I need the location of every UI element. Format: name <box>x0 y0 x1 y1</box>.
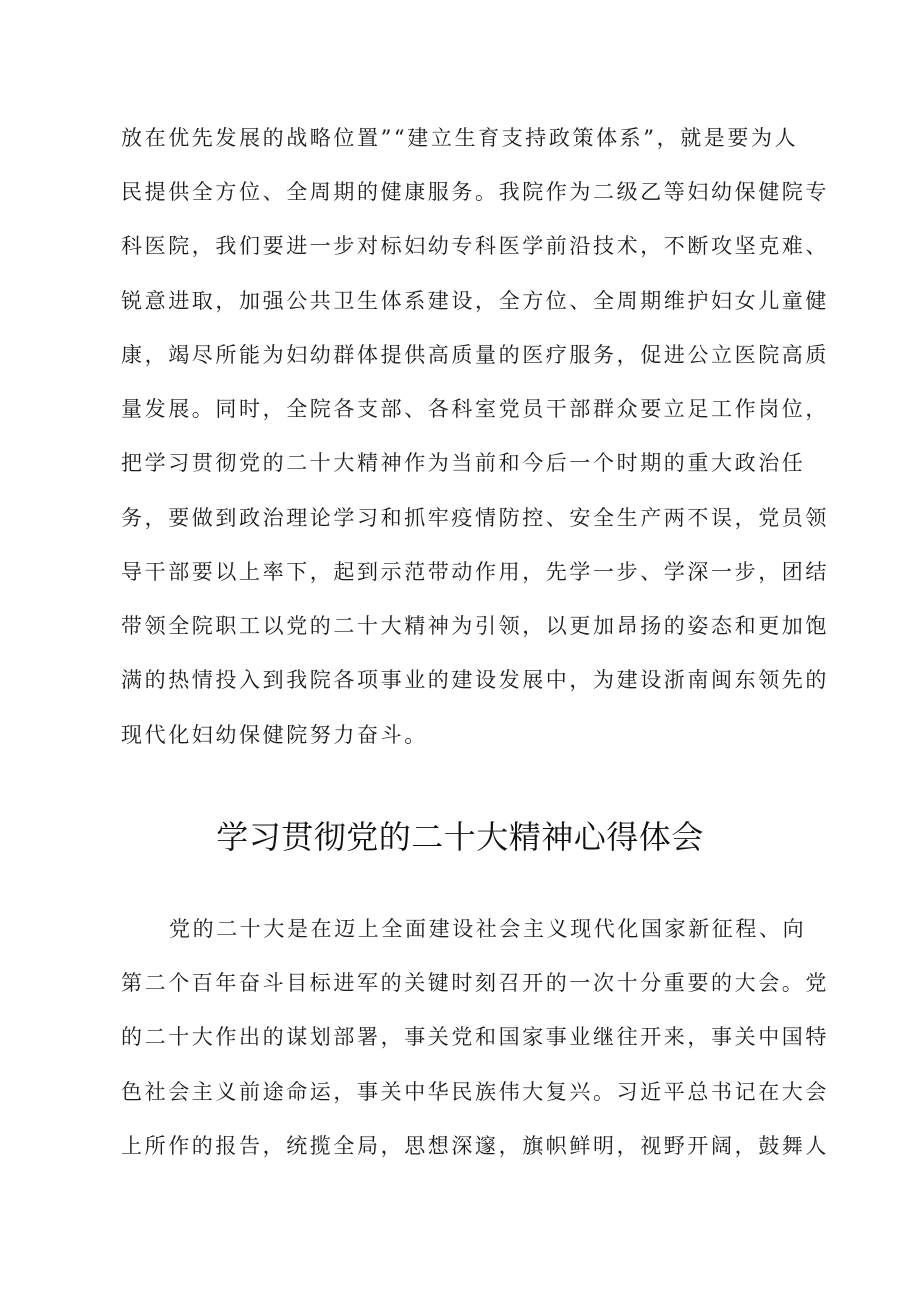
paragraph-line: 把学习贯彻党的二十大精神作为当前和今后一个时期的重大政治任 <box>121 451 806 475</box>
paragraph-line: 导干部要以上率下，起到示范带动作用，先学一步、学深一步，团结 <box>121 560 829 584</box>
paragraph-line: 上所作的报告，统揽全局，思想深邃，旗帜鲜明，视野开阔，鼓舞人 <box>121 1134 829 1158</box>
article-title: 学习贯彻党的二十大精神心得体会 <box>216 818 704 856</box>
paragraph-line: 放在优先发展的战略位置”“建立生育支持政策体系”，就是要为人 <box>121 126 799 150</box>
paragraph-line: 务，要做到政治理论学习和抓牢疫情防控、安全生产两不误，党员领 <box>121 506 829 530</box>
paragraph-line: 的二十大作出的谋划部署，事关党和国家事业继往开来，事关中国特 <box>121 1025 829 1049</box>
paragraph-line: 科医院，我们要进一步对标妇幼专科医学前沿技术，不断攻坚克难、 <box>121 234 829 258</box>
paragraph-line: 满的热情投入到我院各项事业的建设发展中，为建设浙南闽东领先的 <box>121 668 829 692</box>
paragraph-line: 现代化妇幼保健院努力奋斗。 <box>121 723 428 747</box>
paragraph-line: 第二个百年奋斗目标进军的关键时刻召开的一次十分重要的大会。党 <box>121 971 829 995</box>
paragraph-line: 康，竭尽所能为妇幼群体提供高质量的医疗服务，促进公立医院高质 <box>121 343 829 367</box>
paragraph-line: 锐意进取，加强公共卫生体系建设，全方位、全周期维护妇女儿童健 <box>121 289 829 313</box>
paragraph-line: 民提供全方位、全周期的健康服务。我院作为二级乙等妇幼保健院专 <box>121 180 829 204</box>
paragraph-line: 带领全院职工以党的二十大精神为引领，以更加昂扬的姿态和更加饱 <box>121 614 829 638</box>
paragraph-line: 色社会主义前途命运，事关中华民族伟大复兴。习近平总书记在大会 <box>121 1080 829 1104</box>
paragraph-line: 量发展。同时，全院各支部、各科室党员干部群众要立足工作岗位， <box>121 397 829 421</box>
paragraph-line: 党的二十大是在迈上全面建设社会主义现代化国家新征程、向 <box>169 917 807 941</box>
